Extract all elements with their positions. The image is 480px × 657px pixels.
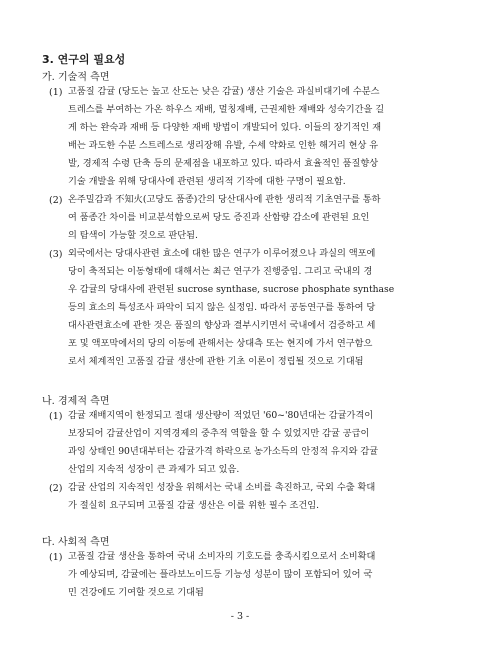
paragraph-line: 우 감귤의 당대사에 관련된 sucrose synthase, sucrose phosphate synthase [68, 284, 395, 295]
paragraph-line: 온주밀감과 不知火(고당도 품종)간의 당산대사에 관한 생리적 기초연구를 통하 [68, 194, 381, 205]
paragraph-line: 등의 효소의 특성조사 파악이 되지 않은 실정임. 따라서 공동연구를 통하여 당 [68, 302, 376, 313]
paragraph-line: 배는 과도한 수분 스트레스로 생리장해 유발, 수세 약화로 인한 해거리 현상 유 [68, 140, 379, 151]
paragraph-line: 여 품종간 차이를 비교분석함으로써 당도 증진과 산함량 감소에 관련된 요인 [68, 212, 370, 223]
item-label: (3) [49, 249, 63, 260]
paragraph-line: 외국에서는 당대사관련 효소에 대한 많은 연구가 이루어졌으나 과실의 액포에 [68, 248, 376, 259]
paragraph-line: 당이 축적되는 이동형태에 대해서는 최근 연구가 진행중임. 그리고 국내의 경 [68, 266, 373, 277]
subsection-title-social: 다. 사회적 측면 [42, 537, 110, 548]
paragraph-line: 포 및 액포막에서의 당의 이동에 관해서는 상대측 또는 현지에 가서 연구함으 [68, 338, 373, 349]
paragraph-line: 로서 체계적인 고품질 감귤 생산에 관한 기초 이론이 정립될 것으로 기대됨 [68, 356, 364, 367]
item-label: (1) [49, 552, 63, 563]
paragraph-line: 발, 경제적 수령 단축 등의 문제점을 내포하고 있다. 따라서 효율적인 품질향상 [68, 158, 379, 169]
item-label: (1) [49, 87, 63, 98]
paragraph-line: 트레스를 부여하는 가온 하우스 재배, 멀칭재배, 근권제한 재배와 성숙기간을 길 [68, 104, 385, 115]
item-label: (2) [49, 483, 63, 494]
paragraph-line: 감귤 재배지역이 한정되고 절대 생산량이 적었던 '60~'80년대는 감귤가격이 [68, 410, 374, 421]
paragraph-line: 가 예상되며, 감귤에는 플라보노이드등 기능성 성분이 많이 포함되어 있어 국 [68, 569, 373, 580]
subsection-title-economic: 나. 경제적 측면 [42, 396, 110, 407]
subsection-title-technical: 가. 기술적 측면 [42, 72, 110, 83]
item-label: (1) [49, 411, 63, 422]
paragraph-line: 게 하는 완숙과 재배 등 다양한 재배 방법이 개발되어 있다. 이들의 장기적인 재 [68, 122, 382, 133]
paragraph-line: 대사관련효소에 관한 것은 품질의 향상과 결부시키면서 국내에서 검증하고 세 [68, 320, 376, 331]
paragraph-line: 가 절실히 요구되며 고품질 감귤 생산은 이를 위한 필수 조건임. [68, 500, 320, 511]
section-heading: 3. 연구의 필요성 [42, 53, 126, 66]
paragraph-line: 산업의 지속적 성장이 큰 과제가 되고 있음. [68, 464, 240, 475]
item-label: (2) [49, 195, 63, 206]
paragraph-line: 민 건강에도 기여할 것으로 기대됨 [68, 587, 204, 598]
paragraph-line: 과잉 상태인 90년대부터는 감귤가격 하락으로 농가소득의 안정적 유지와 감귤 [68, 446, 379, 457]
paragraph-line: 기술 개발을 위해 당대사에 관련된 생리적 기작에 대한 구명이 필요함. [68, 176, 346, 187]
paragraph-line: 의 탐색이 가능할 것으로 판단됨. [68, 230, 198, 241]
paragraph-line: 보장되어 감귤산업이 지역경제의 중추적 역할을 할 수 있었지만 감귤 공급이 [68, 428, 370, 439]
paragraph-line: 고품질 감귤 생산을 통하여 국내 소비자의 기호도를 충족시킴으로서 소비확대 [68, 551, 376, 562]
paragraph-line: 감귤 산업의 지속적인 성장을 위해서는 국내 소비를 촉진하고, 국외 수출 확대 [68, 482, 376, 493]
page-number: - 3 - [230, 611, 250, 622]
paragraph-line: 고품질 감귤 (당도는 높고 산도는 낮은 감귤) 생산 기술은 과실비대기에 수분스 [68, 86, 380, 97]
